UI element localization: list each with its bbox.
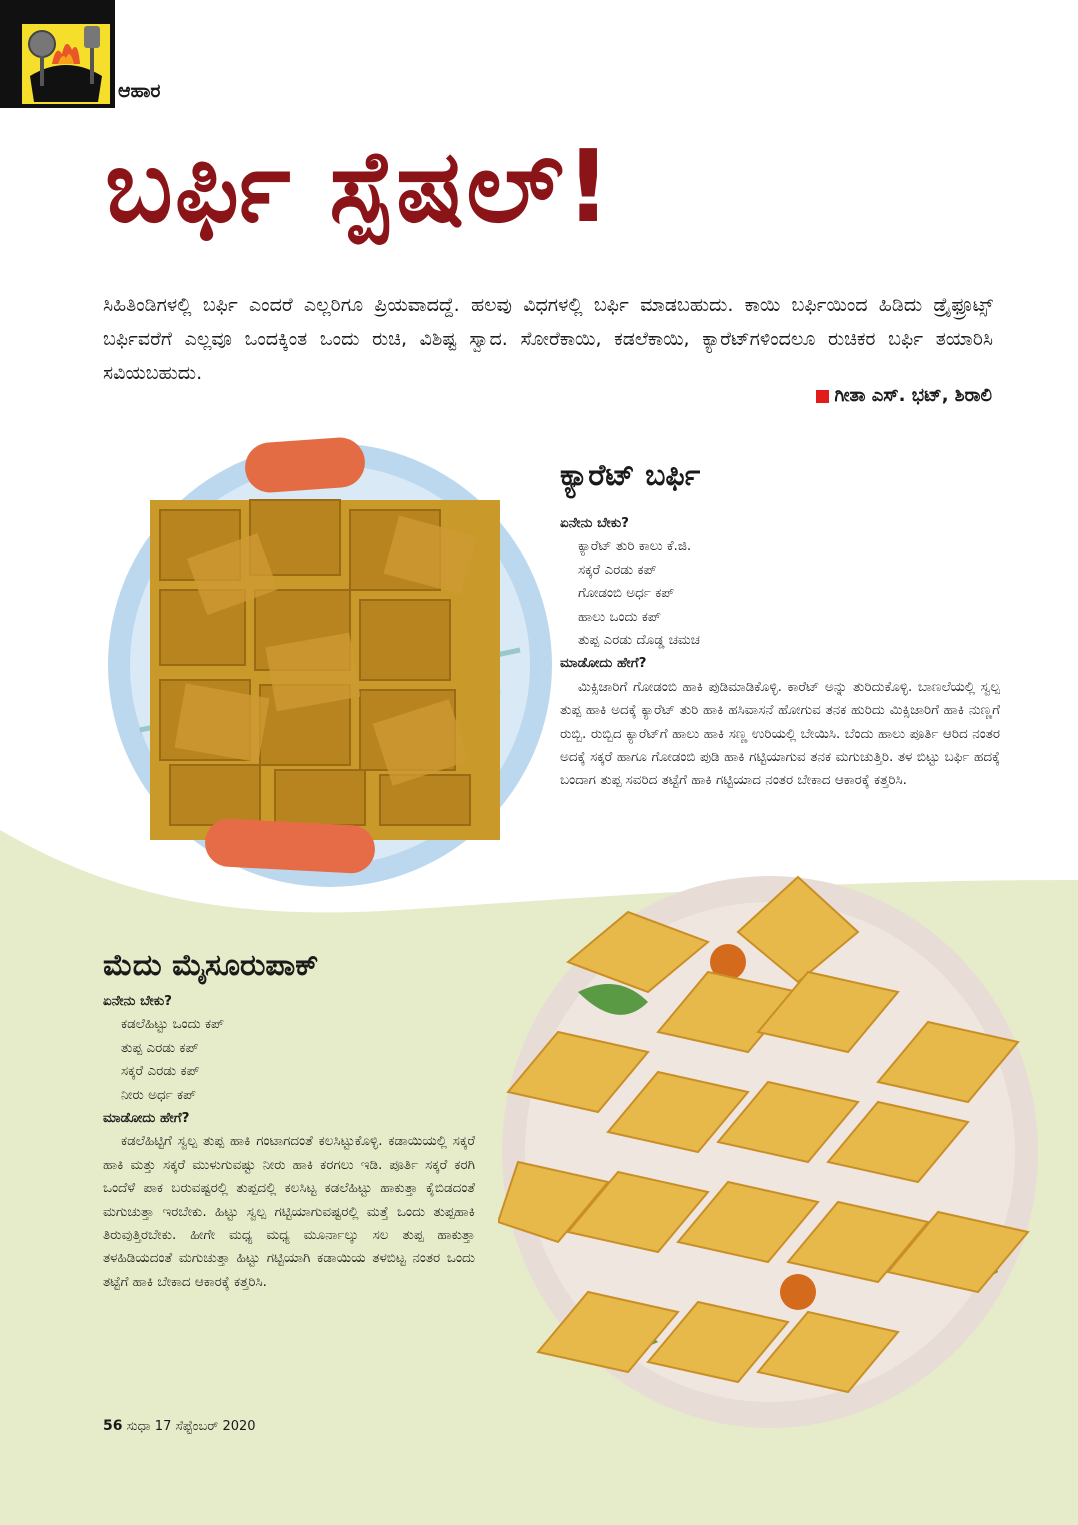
recipe2-ingredient: ತುಪ್ಪ ಎರಡು ಕಪ್ [121, 1039, 199, 1056]
section-label: ಆಹಾರ [118, 80, 161, 102]
recipe2-title: ಮೆದು ಮೈಸೂರುಪಾಕ್ [103, 948, 319, 983]
carrot-barfi-photo [100, 430, 560, 890]
section-logo [0, 0, 115, 108]
recipe1-ingredient: ತುಪ್ಪ ಎರಡು ದೊಡ್ಡ ಚಮಚ [578, 632, 700, 649]
recipe2-needs-heading: ಏನೇನು ಬೇಕು? [103, 993, 172, 1009]
recipe1-ingredient: ಸಕ್ಕರೆ ಎರಡು ಕಪ್ [578, 561, 657, 578]
recipe1-method: ಮಿಕ್ಸಿಜಾರಿಗೆ ಗೋಡಂಬಿ ಹಾಕಿ ಪುಡಿಮಾಡಿಕೊಳ್ಳಿ. ಕಾರೆಟ್ ಅನ್ನು ತುರಿದುಕೊಳ್ಳಿ. ಬಾಣಲೆಯಲ್ಲಿ ಸ್ವಲ್ಪ ತುಪ್ಪ ಹಾಕಿ ಅದಕ್ಕೆ ಕ್ಯಾರೆಟ್ ತುರಿ ಹಾಕಿ ಹಸಿವಾಸನೆ ಹೋಗುವ ತನಕ ಹುರಿದು ಮಿಕ್ಸಿಜಾರಿಗೆ ಹಾಕಿ ನುಣ್ಣಗೆ ರುಬ್ಬಿ. ರುಬ್ಬಿದ ಕ್ಯಾರೆಟ್‌ಗೆ ಹಾಲು ಹಾಕಿ ಸಣ್ಣ ಉರಿಯಲ್ಲಿ ಬೇಯಿಸಿ. ಬೆಂದು ಹಾಲು ಪೂರ್ತಿ ಆರಿದ ನಂತರ ಅದಕ್ಕೆ ಸಕ್ಕರೆ ಹಾಗೂ ಗೋಡಂಬಿ ಪುಡಿ ಹಾಕಿ ಗಟ್ಟಿಯಾಗುವ ತನಕ ಮಗುಚುತ್ತಿರಿ. ತಳ ಬಿಟ್ಟು ಬರ್ಫಿ ಹದಕ್ಕೆ ಬಂದಾಗ ತುಪ್ಪ ಸವರಿದ ತಟ್ಟೆಗೆ ಹಾಕಿ ಗಟ್ಟಿಯಾದ ನಂತರ ಬೇಕಾದ ಆಕಾರಕ್ಕೆ ಕತ್ತರಿಸಿ. [560, 678, 1000, 789]
recipe1-ingredient: ಹಾಲು ಒಂದು ಕಪ್ [578, 608, 661, 625]
recipe1-ingredient: ಕ್ಯಾರೆಟ್ ತುರಿ ಕಾಲು ಕೆ.ಜಿ. [578, 538, 692, 555]
recipe2-ingredient: ನೀರು ಅರ್ಧ ಕಪ್ [121, 1086, 197, 1103]
magazine-name: ಸುಧಾ [126, 1419, 151, 1434]
byline-square-icon [816, 390, 829, 403]
recipe2-method-heading: ಮಾಡೋದು ಹೇಗೆ? [103, 1110, 190, 1127]
recipe1-title: ಕ್ಯಾರೆಟ್ ಬರ್ಫಿ [560, 458, 701, 493]
recipe1-ingredient: ಗೋಡಂಬಿ ಅರ್ಧ ಕಪ್ [578, 585, 675, 602]
mysore-pak-photo [498, 872, 1043, 1432]
page-number: 56 [103, 1418, 123, 1434]
recipe2-ingredient: ಸಕ್ಕರೆ ಎರಡು ಕಪ್ [121, 1063, 200, 1080]
recipe1-needs-heading: ಏನೇನು ಬೇಕು? [560, 515, 629, 531]
page-footer [103, 1418, 256, 1434]
recipe2-body [103, 990, 475, 1294]
recipe1-body [560, 512, 1000, 793]
recipe2-method: ಕಡಲೆಹಿಟ್ಟಿಗೆ ಸ್ವಲ್ಪ ತುಪ್ಪ ಹಾಕಿ ಗಂಟಾಗದಂತೆ ಕಲಸಿಟ್ಟುಕೊಳ್ಳಿ. ಕಡಾಯಿಯಲ್ಲಿ ಸಕ್ಕರೆ ಹಾಕಿ ಮತ್ತು ಸಕ್ಕರೆ ಮುಳುಗುವಷ್ಟು ನೀರು ಹಾಕಿ ಕರಗಲು ಇಡಿ. ಪೂರ್ತಿ ಸಕ್ಕರೆ ಕರಗಿ ಒಂದೆಳೆ ಪಾಕ ಬರುವಷ್ಟರಲ್ಲಿ ತುಪ್ಪದಲ್ಲಿ ಕಲಸಿಟ್ಟ ಕಡಲೆಹಿಟ್ಟು ಹಾಕುತ್ತಾ ಕೈಬಿಡದಂತೆ ಮಗುಚುತ್ತಾ ಇರಬೇಕು. ಹಿಟ್ಟು ಸ್ವಲ್ಪ ಗಟ್ಟಿಯಾಗುವಷ್ಟರಲ್ಲಿ ಮತ್ತೆ ಒಂದು ತುಪ್ಪಹಾಕಿ ತಿರುವುತ್ತಿರಬೇಕು. ಹೀಗೇ ಮಧ್ಯ ಮಧ್ಯ ಮೂರ್ನಾಲ್ಕು ಸಲ ತುಪ್ಪ ಹಾಕುತ್ತಾ ತಳಹಿಡಿಯದಂತೆ ಮಗುಚುತ್ತಾ ಹಿಟ್ಟು ಗಟ್ಟಿಯಾಗಿ ಕಡಾಯಿಯ ತಳಬಿಟ್ಟ ನಂತರ ಒಂದು ತಟ್ಟೆಗೆ ಹಾಕಿ ಬೇಕಾದ ಆಕಾರಕ್ಕೆ ಕತ್ತರಿಸಿ. [103, 1133, 475, 1290]
byline [816, 385, 992, 406]
issue-date: 17 ಸೆಪ್ಟೆಂಬರ್ 2020 [154, 1419, 256, 1434]
recipe2-ingredient: ಕಡಲೆಹಿಟ್ಟು ಒಂದು ಕಪ್ [121, 1016, 225, 1033]
cooking-utensils-icon [22, 24, 110, 104]
page-title: ಬರ್ಫಿ ಸ್ಪೆಷಲ್! [105, 128, 614, 245]
recipe1-method-heading: ಮಾಡೋದು ಹೇಗೆ? [560, 655, 647, 672]
author-name: ಗೀತಾ ಎಸ್. ಭಟ್, ಶಿರಾಲಿ [834, 385, 992, 406]
intro-paragraph: ಸಿಹಿತಿಂಡಿಗಳಲ್ಲಿ ಬರ್ಫಿ ಎಂದರೆ ಎಲ್ಲರಿಗೂ ಪ್ರಿಯವಾದದ್ದೆ. ಹಲವು ವಿಧಗಳಲ್ಲಿ ಬರ್ಫಿ ಮಾಡಬಹುದು. ಕಾಯಿ ಬರ್ಫಿಯಿಂದ ಹಿಡಿದು ಡ್ರೈಫ್ರೂಟ್ಸ್ ಬರ್ಫಿವರೆಗೆ ಎಲ್ಲವೂ ಒಂದಕ್ಕಿಂತ ಒಂದು ರುಚಿ, ವಿಶಿಷ್ಟ ಸ್ವಾದ. ಸೋರೆಕಾಯಿ, ಕಡಲೆಕಾಯಿ, ಕ್ಯಾರೆಟ್‌ಗಳಿಂದಲೂ ರುಚಿಕರ ಬರ್ಫಿ ತಯಾರಿಸಿ ಸವಿಯಬಹುದು. [103, 294, 993, 384]
